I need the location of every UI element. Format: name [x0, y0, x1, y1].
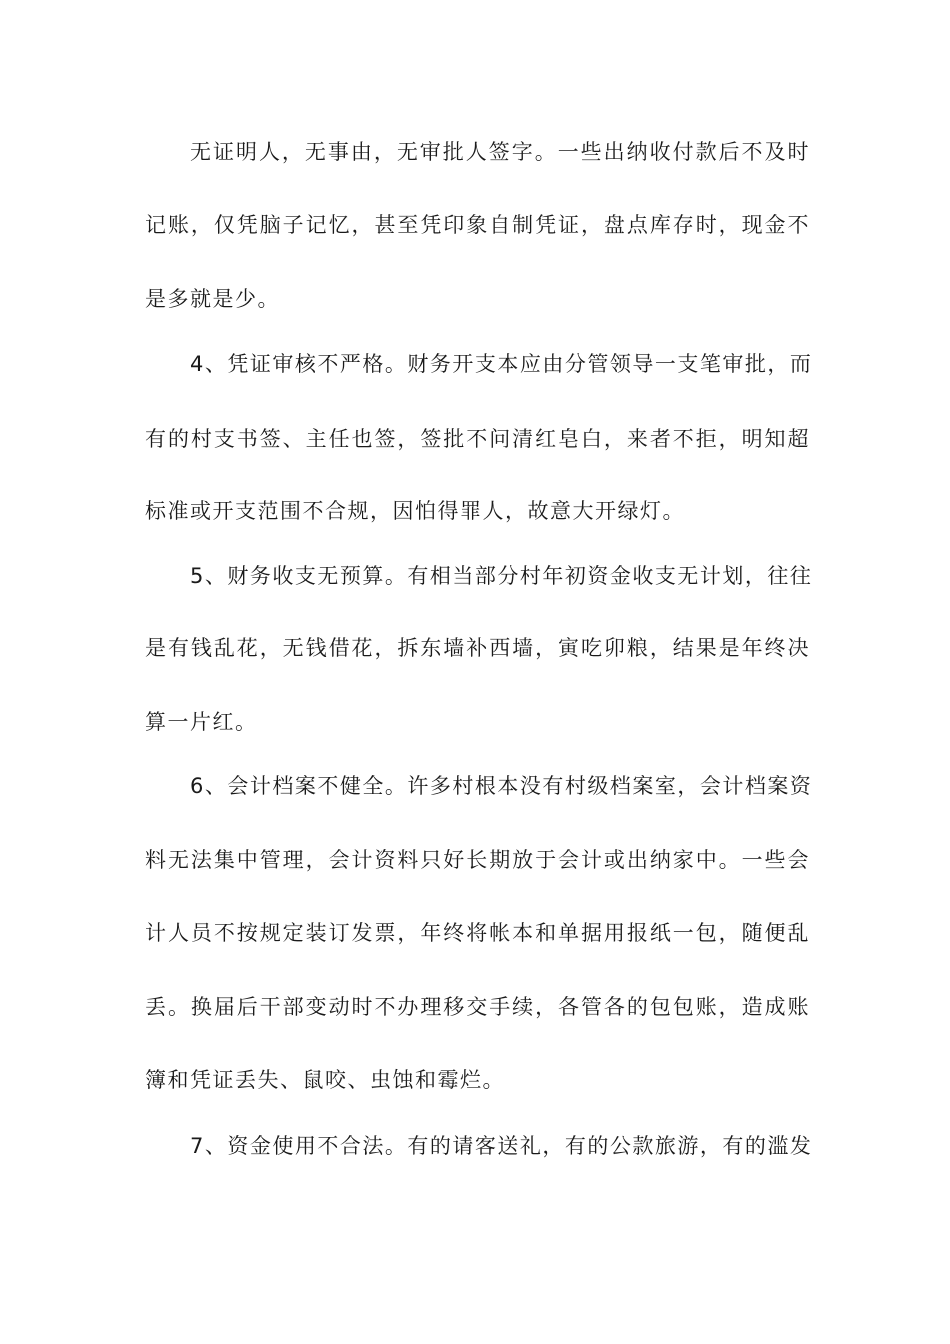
text-line-7: 5、财务收支无预算。有相当部分村年初资金收支无计划，往往 [190, 564, 813, 588]
text-line-14: 簿和凭证丢失、鼠咬、虫蚀和霉烂。 [145, 1068, 505, 1092]
text-line-12: 计人员不按规定装订发票，年终将帐本和单据用报纸一包，随便乱 [145, 921, 810, 945]
text-line-10: 6、会计档案不健全。许多村根本没有村级档案室，会计档案资 [190, 774, 813, 798]
text-line-2: 记账，仅凭脑子记忆，甚至凭印象自制凭证，盘点库存时，现金不 [145, 213, 810, 237]
text-line-5: 有的村支书签、主任也签，签批不问清红皂白，来者不拒，明知超 [145, 427, 810, 451]
text-line-9: 算一片红。 [145, 710, 258, 734]
text-line-15: 7、资金使用不合法。有的请客送礼，有的公款旅游，有的滥发 [190, 1134, 813, 1158]
text-line-3: 是多就是少。 [145, 287, 280, 311]
text-line-8: 是有钱乱花，无钱借花，拆东墙补西墙，寅吃卯粮，结果是年终决 [145, 636, 810, 660]
text-line-1: 无证明人，无事由，无审批人签字。一些出纳收付款后不及时 [190, 140, 810, 164]
text-line-4: 4、凭证审核不严格。财务开支本应由分管领导一支笔审批，而 [190, 352, 813, 376]
text-line-13: 丢。换届后干部变动时不办理移交手续，各管各的包包账，造成账 [145, 995, 810, 1019]
text-line-6: 标准或开支范围不合规，因怕得罪人，故意大开绿灯。 [145, 499, 685, 523]
text-line-11: 料无法集中管理，会计资料只好长期放于会计或出纳家中。一些会 [145, 848, 810, 872]
